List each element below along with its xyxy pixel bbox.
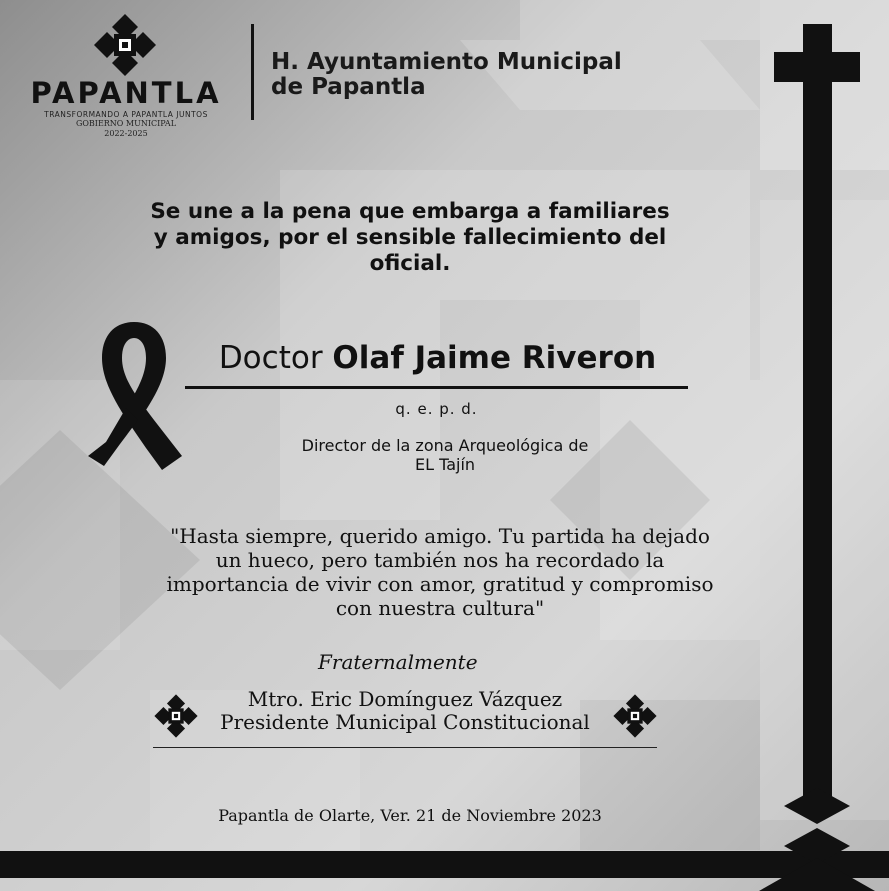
deceased-name xyxy=(185,340,690,376)
quote-line-3: importancia de vivir con amor, gratitud y compromiso xyxy=(166,572,714,596)
role-line-1: Director de la zona Arqueológica de xyxy=(301,436,589,455)
quote-line-1: "Hasta siempre, querido amigo. Tu partida ha dejado xyxy=(170,524,710,548)
quote-line-4: con nuestra cultura" xyxy=(335,596,545,620)
mourning-ribbon-icon xyxy=(84,316,184,476)
salutation: Fraternalmente xyxy=(318,650,478,674)
message-line-1: Se une a la pena que embarga a familiares xyxy=(150,199,670,224)
role-line-2: EL Tajín xyxy=(414,455,476,474)
place-and-date: Papantla de Olarte, Ver. 21 de Noviembre 2023 xyxy=(218,806,602,825)
name-underline xyxy=(185,386,688,389)
totonac-fret-emblem-icon xyxy=(612,693,658,739)
deceased-full-name: Olaf Jaime Riveron xyxy=(332,340,657,376)
quote-line-2: un hueco, pero también nos ha recordado la xyxy=(215,548,665,572)
logo-government: GOBIERNO MUNICIPAL xyxy=(75,119,177,128)
totonac-fret-emblem-icon xyxy=(153,693,199,739)
signer-block xyxy=(200,688,610,734)
signer-name: Mtro. Eric Domínguez Vázquez xyxy=(247,687,563,711)
totonac-fret-emblem-icon xyxy=(92,12,158,78)
message-line-3: oficial. xyxy=(369,251,451,276)
organization-name xyxy=(271,50,622,100)
deceased-title: Doctor xyxy=(218,340,323,376)
deceased-role xyxy=(245,436,645,474)
header-divider xyxy=(251,24,254,120)
logo-tagline: TRANSFORMANDO A PAPANTLA JUNTOS xyxy=(44,110,208,119)
organization-line-2: de Papantla xyxy=(271,74,426,100)
organization-line-1: H. Ayuntamiento Municipal xyxy=(271,49,622,75)
message-line-2: y amigos, por el sensible fallecimiento del xyxy=(153,225,667,250)
logo-years: 2022-2025 xyxy=(104,129,148,138)
signature-line xyxy=(153,747,657,748)
qepd-label: q. e. p. d. xyxy=(395,400,478,418)
signer-title: Presidente Municipal Constitucional xyxy=(220,710,590,734)
logo-wordmark: PAPANTLA xyxy=(30,76,222,110)
condolence-message xyxy=(100,199,720,277)
farewell-quote xyxy=(110,524,770,620)
